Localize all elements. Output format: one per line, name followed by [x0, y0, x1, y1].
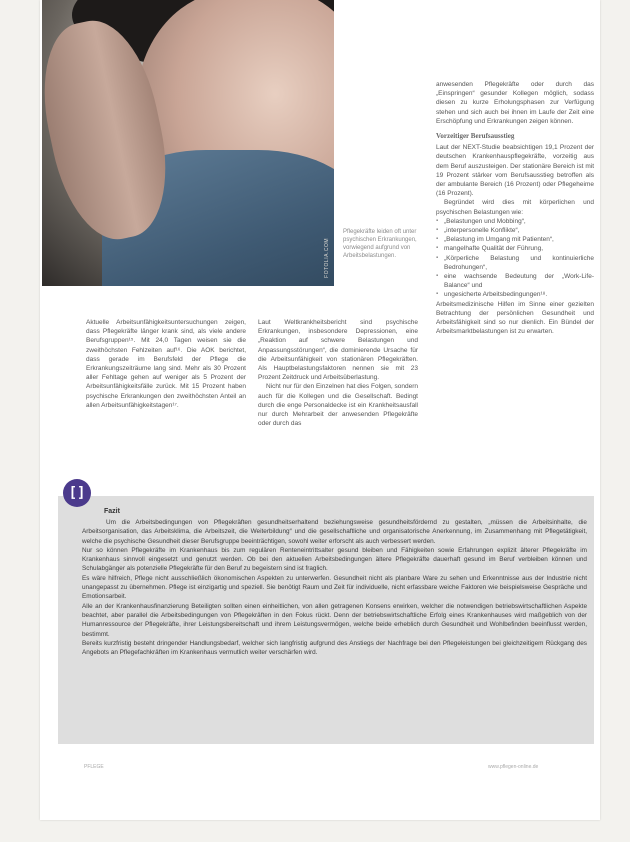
column-right: [436, 80, 594, 336]
footer-right: www.pflegen-online.de: [488, 764, 539, 770]
summary-box: [58, 496, 594, 744]
list-item: ▪ eine wachsende Bedeutung der „Work-Life-Balance“ und: [436, 272, 594, 290]
summary-paragraph: Alle an der Krankenhausfinanzierung Beteiligten sollten einen einheitlichen, von allen getragenen Konsens erwirken, welcher die notwendigen betriebswirtschaftlichen Aspekte beachtet, aber parallel die Arbeitsbedingungen von Pflegekräften in den Fokus rückt. Denn der betriebswirtschaftliche Erfolg eines Krankenhauses wird maßgeblich von der Humanressource der Pflegekräfte, ihrer Leistungsbereitschaft und ihrem Leistungsvermögen, welche beide erheblich durch Gesundheit und Wohlbefinden beeinflusst werden, bestimmt.: [82, 602, 587, 638]
list-item: ▪ „Belastung im Umgang mit Patienten“,: [436, 235, 594, 244]
summary-paragraph: Es wäre hilfreich, Pflege nicht ausschließlich ökonomischen Aspekten zu unterwerfen. Gesundheit nicht als planbare Ware zu sehen und Erkenntnisse aus der Industrie nicht unangepasst zu übernehmen. Pflege ist einzigartig und speziell. Sie benötigt Raum und Zeit für individuelle, nicht erfassbare weiche Faktoren wie beispielsweise Gespräche und Emotionsarbeit.: [82, 574, 587, 601]
list-item: ▪ mangelhafte Qualität der Führung,: [436, 244, 594, 253]
article-photo: [42, 0, 334, 286]
paragraph: anwesenden Pflegekräfte oder durch das „Einspringen“ gesunder Kollegen möglich, sodass diesen zu kurze Erholungsphasen zur Verfügung stehen und sich auch bei ihnen im Laufe der Zeit eine Erschöpfung und Erkrankungen zeigen können.: [436, 81, 594, 125]
summary-paragraph: Nur so können Pflegekräfte im Krankenhaus bis zum regulären Renteneintrittsalter gesund bleiben und Fähigkeiten sowie Erfahrungen explizit älterer Pflegekräfte im Krankenhaus sinnvoll eingesetzt und genutzt werden. Ob bei den aktuellen Arbeitsbedingungen ältere Pflegekräfte dauerhaft gesund im Beruf verbleiben können und Schulabgänger als potenzielle Pflegekräfte für den Beruf zu begeistern sind ist fraglich.: [82, 546, 587, 573]
paragraph: Aktuelle Arbeitsunfähigkeitsuntersuchungen zeigen, dass Pflegekräfte länger krank sind, als viele andere Berufsgruppen¹⁵. Mit 24,0 Tagen weisen sie die zweithöchsten Fehlzeiten auf¹⁶. Die AOK berichtet, dass gerade im Berufsfeld der Pflege die Erkrankungszeiträume lang sind. Mehr als 30 Prozent aller Fehltage gehen auf weniger als 5 Prozent der Arbeitsunfähigkeitsfälle zurück. Mit 15 Prozent haben psychische Erkrankungen den zweithöchsten Anteil an allen Arbeitsunfähigkeitstagen¹⁷.: [86, 319, 246, 409]
paragraph: Begründet wird dies mit körperlichen und psychischen Belastungen wie:: [436, 199, 594, 216]
bracket-badge-icon: []: [63, 479, 91, 507]
paragraph: Laut Weltkrankheitsbericht sind psychische Erkrankungen, insbesondere Depressionen, eine „Reaktion auf schwere Belastungen und Anpassungsstörungen“, die dominierende Ursache für die Arbeitsunfähigkeit von stationären Pflegekräften. Als Hauptbelastungsfaktoren nennen sie mit 23 Prozent Zeitdruck und Arbeitsüberlastung.: [258, 319, 418, 382]
paragraph: Nicht nur für den Einzelnen hat dies Folgen, sondern auch für die Kollegen und die Gesellschaft. Bedingt durch die enge Personaldecke ist ein Krankheitsausfall nur durch Mehrarbeit der anwesenden Pflegekräfte oder durch das: [258, 383, 418, 428]
paragraph: Arbeitsmedizinische Hilfen im Sinne einer gezielten Betrachtung der persönlichen Gesundheit und Arbeitsfähigkeit sind so nur dienlich. Ein Bündel der Arbeitsmarktbelastungen ist zu erwarten.: [436, 300, 594, 336]
section-heading: Vorzeitiger Berufsausstieg: [436, 132, 515, 141]
list-item: ▪ „Körperliche Belastung und kontinuierliche Bedrohungen“,: [436, 254, 594, 272]
summary-label: Fazit: [104, 508, 120, 515]
photo-credit: FOTOLIA.COM: [324, 238, 330, 278]
column-left: [86, 318, 246, 410]
bullet-list: [436, 217, 594, 300]
list-item: ▪ ungesicherte Arbeitsbedingungen¹⁸.: [436, 290, 594, 299]
summary-paragraph: Bereits kurzfristig besteht dringender Handlungsbedarf, welcher sich langfristig aufgrund des Anstiegs der Nachfrage bei den Pflegeleistungen bei gleichzeitigem Rückgang des Angebots an Pflegefachkräften im Krankenhaus vermutlich weiter verschärfen wird.: [82, 639, 587, 657]
column-middle: [258, 318, 418, 428]
list-item: ▪ „Belastungen und Mobbing“,: [436, 217, 594, 226]
list-item: ▪ „interpersonelle Konflikte“,: [436, 226, 594, 235]
summary-paragraph: Um die Arbeitsbedingungen von Pflegekräften gesundheitserhaltend beziehungsweise gesundheitsfördernd zu gestalten, „müssen die Arbeitsinhalte, die Arbeitsorganisation, das Arbeitsklima, die Arbeitszeit, die Weiterbildung“ und die gesellschaftliche und organisatorische Anerkennung, im Zusammenhang mit Pflegetätigkeit, welche die psychische Gesundheit dieser Berufsgruppe beeinträchtigen, sowohl weiter erforscht als auch verbessert werden.: [82, 519, 587, 545]
summary-text: [82, 518, 587, 657]
photo-caption: Pflegekräfte leiden oft unter psychischen Erkrankungen, vorwiegend aufgrund von Arbeitsbelastungen.: [343, 229, 417, 259]
paragraph: Laut der NEXT-Studie beabsichtigen 19,1 Prozent der deutschen Krankenhauspflegekräfte, vorzeitig aus dem Beruf auszusteigen. Der stationäre Bereich ist mit 19 Prozent stärker vom Berufsausstieg betroffen als der ambulante Bereich (16 Prozent) oder Pflegeheime (16 Prozent).: [436, 144, 594, 198]
footer-left: PFLEGE: [84, 764, 104, 770]
